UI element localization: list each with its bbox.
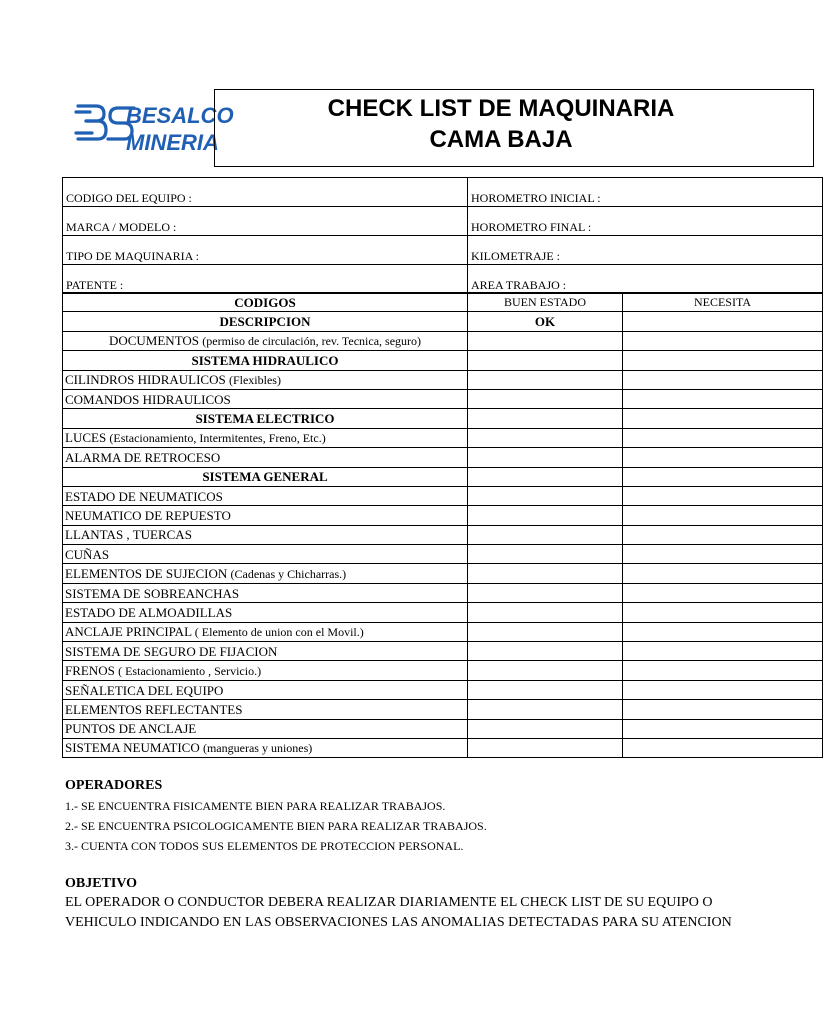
logo-text-besalco: BESALCO: [126, 103, 234, 128]
check-cell[interactable]: [468, 525, 623, 544]
check-cell[interactable]: [468, 467, 623, 486]
section-row: [63, 467, 823, 486]
section-general: SISTEMA GENERAL: [63, 467, 468, 486]
check-cell[interactable]: [623, 312, 823, 331]
check-cell[interactable]: [468, 545, 623, 564]
check-cell[interactable]: [468, 409, 623, 428]
table-row: [63, 700, 823, 719]
check-cell[interactable]: [623, 642, 823, 661]
check-cell[interactable]: [623, 409, 823, 428]
check-cell[interactable]: [623, 661, 823, 680]
check-cell[interactable]: [468, 351, 623, 370]
item-detail: (Flexibles): [228, 372, 281, 387]
check-cell[interactable]: [468, 622, 623, 641]
objetivo-line-1: EL OPERADOR O CONDUCTOR DEBERA REALIZAR DIARIAMENTE EL CHECK LIST DE SU EQUIPO O: [65, 895, 713, 910]
descripcion-header: DESCRIPCION: [63, 312, 468, 331]
check-cell[interactable]: [468, 661, 623, 680]
item-label: CILINDROS HIDRAULICOS: [65, 371, 229, 387]
horometro-inicial-field[interactable]: HOROMETRO INICIAL :: [468, 178, 823, 207]
item-sobreanchas: SISTEMA DE SOBREANCHAS: [63, 583, 468, 602]
item-detail: (permiso de circulación, rev. Tecnica, seguro): [202, 333, 422, 348]
check-cell[interactable]: [623, 583, 823, 602]
codigos-header: CODIGOS: [63, 293, 468, 312]
item-comandos: COMANDOS HIDRAULICOS: [63, 389, 468, 408]
item-senaletica: SEÑALETICA DEL EQUIPO: [63, 680, 468, 699]
equipment-info-table: [62, 177, 823, 294]
header-row: [63, 312, 823, 331]
item-almoadillas: ESTADO DE ALMOADILLAS: [63, 603, 468, 622]
table-row: [63, 389, 823, 408]
check-cell[interactable]: [623, 448, 823, 467]
check-cell[interactable]: [468, 680, 623, 699]
item-luces: [63, 428, 468, 447]
check-cell[interactable]: [468, 331, 623, 350]
buen-estado-header: BUEN ESTADO: [468, 293, 623, 312]
check-cell[interactable]: [623, 331, 823, 350]
check-cell[interactable]: [623, 564, 823, 583]
section-row: [63, 351, 823, 370]
table-row: [63, 603, 823, 622]
table-row: [63, 486, 823, 505]
marca-modelo-field[interactable]: MARCA / MODELO :: [63, 207, 468, 236]
header-row: [63, 293, 823, 312]
item-alarma: ALARMA DE RETROCESO: [63, 448, 468, 467]
section-hidraulico: SISTEMA HIDRAULICO: [63, 351, 468, 370]
item-cunas: CUÑAS: [63, 545, 468, 564]
item-label: FRENOS: [65, 662, 119, 678]
item-repuesto: NEUMATICO DE REPUESTO: [63, 506, 468, 525]
check-cell[interactable]: [623, 680, 823, 699]
area-trabajo-field[interactable]: AREA TRABAJO :: [468, 265, 823, 294]
table-row: [63, 370, 823, 389]
table-row: [63, 738, 823, 757]
operadores-title: OPERADORES: [65, 778, 163, 793]
check-cell[interactable]: [468, 448, 623, 467]
table-row: [63, 331, 823, 350]
item-label: ANCLAJE PRINCIPAL: [65, 623, 195, 639]
check-cell[interactable]: [623, 486, 823, 505]
check-cell[interactable]: [623, 738, 823, 757]
checklist-table: [62, 292, 823, 758]
item-detail: ( Estacionamiento , Servicio.): [118, 663, 262, 678]
item-reflectantes: ELEMENTOS REFLECTANTES: [63, 700, 468, 719]
check-cell[interactable]: [468, 428, 623, 447]
section-electrico: SISTEMA ELECTRICO: [63, 409, 468, 428]
item-sujecion: [63, 564, 468, 583]
check-cell[interactable]: [468, 389, 623, 408]
table-row: [63, 622, 823, 641]
check-cell[interactable]: [623, 603, 823, 622]
operadores-item-1: 1.- SE ENCUENTRA FISICAMENTE BIEN PARA REALIZAR TRABAJOS.: [65, 799, 446, 813]
check-cell[interactable]: [468, 583, 623, 602]
section-row: [63, 409, 823, 428]
item-frenos: [63, 661, 468, 680]
item-detail: (Estacionamiento, Intermitentes, Freno, Etc.): [109, 430, 326, 445]
item-anclaje: [63, 622, 468, 641]
info-row: [63, 236, 823, 265]
table-row: [63, 428, 823, 447]
check-cell[interactable]: [623, 351, 823, 370]
info-row: [63, 207, 823, 236]
item-llantas: LLANTAS , TUERCAS: [63, 525, 468, 544]
table-row: [63, 448, 823, 467]
table-row: [63, 525, 823, 544]
check-cell[interactable]: [623, 622, 823, 641]
document-subtitle: CAMA BAJA: [429, 126, 573, 153]
kilometraje-field[interactable]: KILOMETRAJE :: [468, 236, 823, 265]
check-cell[interactable]: [468, 700, 623, 719]
item-cilindros: [63, 370, 468, 389]
item-label: DOCUMENTOS: [108, 332, 203, 348]
item-label: ELEMENTOS DE SUJECION: [65, 565, 231, 581]
item-seguro: SISTEMA DE SEGURO DE FIJACION: [63, 642, 468, 661]
check-cell[interactable]: [468, 564, 623, 583]
check-cell[interactable]: [623, 525, 823, 544]
check-cell[interactable]: [623, 389, 823, 408]
table-row: [63, 719, 823, 738]
patente-field[interactable]: PATENTE :: [63, 265, 468, 294]
table-row: [63, 642, 823, 661]
horometro-final-field[interactable]: HOROMETRO FINAL :: [468, 207, 823, 236]
check-cell[interactable]: [623, 506, 823, 525]
necesita-header: NECESITA: [623, 293, 823, 312]
check-cell[interactable]: [623, 719, 823, 738]
tipo-maquinaria-field[interactable]: TIPO DE MAQUINARIA :: [63, 236, 468, 265]
check-cell[interactable]: [468, 719, 623, 738]
check-cell[interactable]: [468, 486, 623, 505]
item-label: SISTEMA NEUMATICO: [65, 740, 203, 756]
title-box: [214, 89, 814, 167]
item-detail: (Cadenas y Chicharras.): [230, 566, 347, 581]
check-cell[interactable]: [623, 700, 823, 719]
table-row: [63, 545, 823, 564]
document-title: CHECK LIST DE MAQUINARIA: [327, 95, 675, 122]
check-cell[interactable]: [623, 545, 823, 564]
operadores-item-2: 2.- SE ENCUENTRA PSICOLOGICAMENTE BIEN PARA REALIZAR TRABAJOS.: [65, 819, 487, 833]
check-cell[interactable]: [468, 506, 623, 525]
table-row: [63, 680, 823, 699]
item-label: LUCES: [65, 429, 110, 445]
item-detail: (mangueras y uniones): [202, 741, 313, 756]
table-row: [63, 564, 823, 583]
check-cell[interactable]: [468, 738, 623, 757]
info-row: [63, 178, 823, 207]
check-cell[interactable]: [623, 370, 823, 389]
info-row: [63, 265, 823, 294]
table-row: [63, 506, 823, 525]
item-neumaticos: ESTADO DE NEUMATICOS: [63, 486, 468, 505]
item-puntos: PUNTOS DE ANCLAJE: [63, 719, 468, 738]
codigo-equipo-field[interactable]: CODIGO DEL EQUIPO :: [63, 178, 468, 207]
operadores-item-3: 3.- CUENTA CON TODOS SUS ELEMENTOS DE PROTECCION PERSONAL.: [65, 839, 464, 853]
table-row: [63, 661, 823, 680]
logo-text-mineria: MINERIA: [126, 130, 219, 155]
besalco-logo: [74, 98, 234, 156]
check-cell[interactable]: [468, 642, 623, 661]
table-row: [63, 583, 823, 602]
check-cell[interactable]: [468, 370, 623, 389]
objetivo-line-2: VEHICULO INDICANDO EN LAS OBSERVACIONES LAS ANOMALIAS DETECTADAS PARA SU ATENCION: [65, 915, 732, 930]
check-cell[interactable]: [623, 428, 823, 447]
item-neumatico: [63, 738, 468, 757]
check-cell[interactable]: [623, 467, 823, 486]
item-documentos: [63, 331, 468, 350]
item-detail: ( Elemento de union con el Movil.): [194, 624, 364, 639]
objetivo-title: OBJETIVO: [65, 876, 138, 891]
check-cell[interactable]: [468, 603, 623, 622]
ok-header: OK: [468, 312, 623, 331]
